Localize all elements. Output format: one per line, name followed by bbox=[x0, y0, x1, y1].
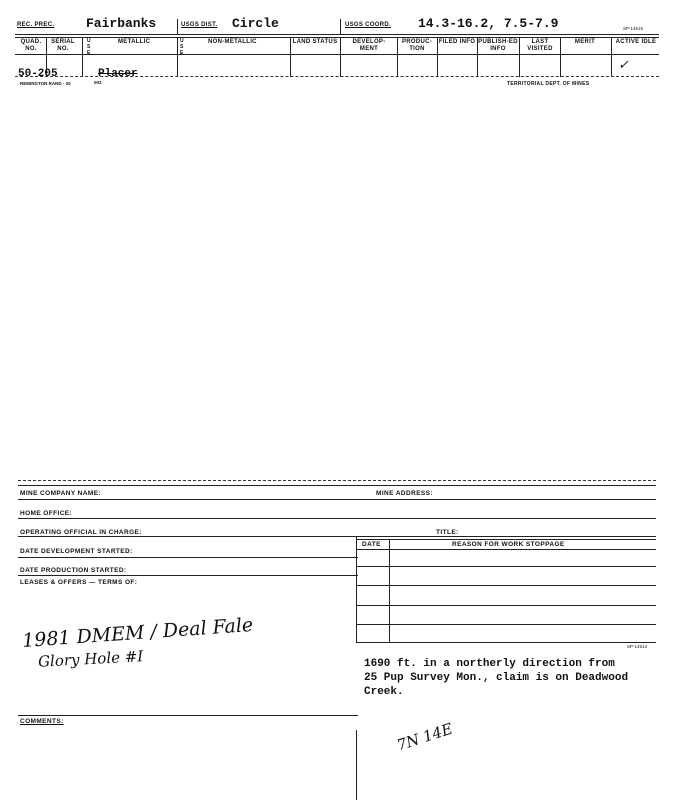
column-header-rule bbox=[15, 54, 659, 55]
printer-code: 002 bbox=[94, 80, 102, 85]
row-rule bbox=[18, 557, 358, 558]
header-bottom-rule bbox=[15, 34, 659, 35]
col-land-status: LAND STATUS bbox=[292, 39, 338, 45]
title-label: TITLE: bbox=[436, 529, 459, 536]
comments-rule bbox=[18, 715, 358, 716]
handwritten-note-line2: Glory Hole #I bbox=[37, 647, 144, 671]
rec-prec-label: REC. PREC. bbox=[17, 22, 55, 28]
mine-company-name-label: MINE COMPANY NAME: bbox=[20, 490, 101, 497]
reason-column-label: REASON FOR WORK STOPPAGE bbox=[452, 541, 565, 548]
col-div bbox=[437, 37, 438, 77]
row-rule bbox=[18, 518, 656, 519]
form-number-2: SP-14514 bbox=[627, 644, 648, 649]
col-use-1: U S E bbox=[87, 38, 91, 56]
department-label: TERRITORIAL DEPT. OF MINES bbox=[507, 81, 590, 87]
col-filed-info: FILED INFO bbox=[438, 39, 476, 45]
usgs-coord-value: 14.3-16.2, 7.5-7.9 bbox=[418, 16, 559, 31]
mine-address-label: MINE ADDRESS: bbox=[376, 490, 433, 497]
col-production: PRODUC-TION bbox=[401, 39, 433, 52]
active-check-mark: ✓ bbox=[618, 58, 629, 73]
col-metallic: METALLIC bbox=[118, 39, 151, 45]
col-div bbox=[177, 37, 178, 77]
operating-official-label: OPERATING OFFICIAL IN CHARGE: bbox=[20, 529, 142, 536]
leases-offers-label: LEASES & OFFERS — TERMS OF: bbox=[20, 579, 138, 586]
stoppage-left-border bbox=[356, 536, 357, 643]
col-div bbox=[290, 37, 291, 77]
stoppage-row bbox=[356, 605, 656, 606]
header-divider-2 bbox=[340, 19, 341, 35]
lower-form-border bbox=[18, 485, 656, 486]
col-development: DEVELOP-MENT bbox=[352, 39, 386, 52]
col-use-2: U S E bbox=[180, 38, 184, 56]
col-serial-no: SERIAL NO. bbox=[51, 39, 75, 52]
usgs-dist-value: Circle bbox=[232, 16, 279, 31]
col-div bbox=[560, 37, 561, 77]
lower-form-top-rule bbox=[18, 480, 656, 481]
col-div bbox=[519, 37, 520, 77]
header-divider-1 bbox=[177, 19, 178, 35]
usgs-coord-label: USGS COORD. bbox=[345, 22, 391, 28]
col-div bbox=[477, 37, 478, 77]
stoppage-row bbox=[356, 642, 656, 643]
date-development-started-label: DATE DEVELOPMENT STARTED: bbox=[20, 548, 133, 555]
stoppage-date-divider bbox=[389, 539, 390, 643]
col-non-metallic: NON-METALLIC bbox=[208, 39, 257, 45]
location-note-line3: Creek. bbox=[364, 686, 404, 698]
stoppage-row bbox=[356, 566, 656, 567]
row-rule-double bbox=[356, 539, 656, 540]
record-serial: 50-205 bbox=[18, 68, 58, 80]
printer-label: REMINGTON RAND - 20 bbox=[20, 81, 71, 86]
row-rule bbox=[18, 499, 656, 500]
col-last-visited: LAST VISITED bbox=[527, 39, 553, 52]
handwritten-note-line1: 1981 DMEM / Deal Fale bbox=[21, 613, 254, 653]
row-rule bbox=[18, 575, 358, 576]
col-div bbox=[340, 37, 341, 77]
rec-prec-value: Fairbanks bbox=[86, 16, 157, 31]
stoppage-row bbox=[356, 624, 656, 625]
col-div bbox=[397, 37, 398, 77]
row-rule bbox=[18, 536, 656, 537]
col-quad-no: QUAD. NO. bbox=[20, 39, 42, 52]
location-note-line1: 1690 ft. in a northerly direction from bbox=[364, 658, 615, 670]
handwritten-township: 7N 14E bbox=[394, 719, 455, 755]
col-div bbox=[611, 37, 612, 77]
col-div bbox=[82, 37, 83, 77]
stoppage-row bbox=[356, 549, 656, 550]
form-number: SP-14515 bbox=[623, 26, 644, 31]
record-metallic: Placer bbox=[98, 68, 138, 80]
header-double-rule bbox=[15, 37, 659, 38]
usgs-dist-label: USGS DIST. bbox=[181, 22, 218, 28]
comments-right-border bbox=[356, 730, 357, 800]
date-column-label: DATE bbox=[362, 541, 381, 548]
comments-label: COMMENTS: bbox=[20, 718, 64, 725]
stoppage-row bbox=[356, 585, 656, 586]
col-active-idle: ACTIVE IDLE bbox=[615, 39, 657, 45]
col-published-info: PUBLISH-ED INFO bbox=[478, 39, 518, 52]
date-production-started-label: DATE PRODUCTION STARTED: bbox=[20, 567, 127, 574]
col-merit: MERIT bbox=[574, 39, 596, 45]
home-office-label: HOME OFFICE: bbox=[20, 510, 73, 517]
location-note-line2: 25 Pup Survey Mon., claim is on Deadwood bbox=[364, 672, 629, 684]
